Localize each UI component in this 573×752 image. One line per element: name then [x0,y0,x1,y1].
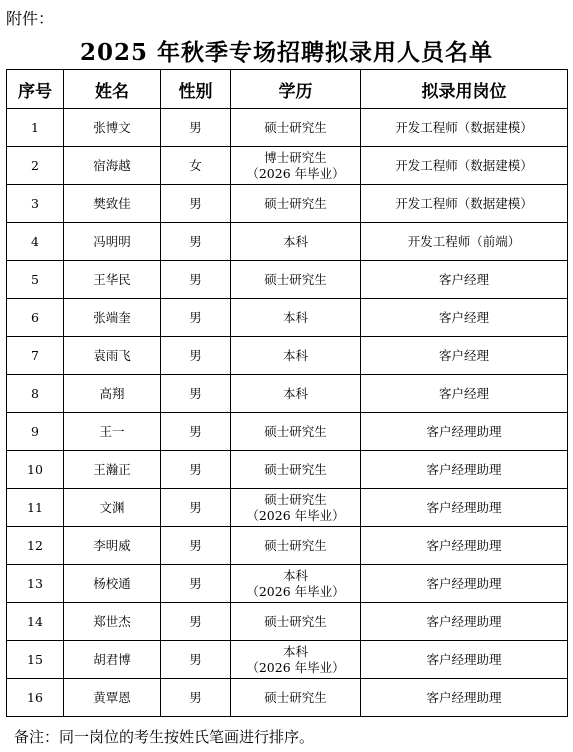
cell-gender: 男 [161,223,231,261]
cell-education [231,375,361,413]
education-degree: 本科 [282,385,308,401]
cell-no: 12 [7,527,64,565]
cell-position: 客户经理助理 [361,451,568,489]
table-row [7,489,568,527]
cell-no: 10 [7,451,64,489]
page-title: 2025 年秋季专场招聘拟录用人员名单 [79,39,494,66]
education-degree: 本科 [282,233,308,249]
cell-education [231,679,361,717]
cell-education [231,565,361,603]
cell-no: 9 [7,413,64,451]
graduation-note: （2026 年毕业） [246,165,345,181]
cell-gender: 男 [161,337,231,375]
cell-position: 客户经理 [361,299,568,337]
cell-gender: 男 [161,565,231,603]
cell-no: 8 [7,375,64,413]
table-row [7,109,568,147]
education-degree: 硕士研究生 [264,119,327,135]
cell-education [231,413,361,451]
table-row [7,603,568,641]
cell-position: 客户经理助理 [361,641,568,679]
cell-name: 文渊 [64,489,161,527]
cell-no: 3 [7,185,64,223]
column-header-name: 姓名 [64,70,161,109]
education-degree: 博士研究生 [264,149,327,165]
table-row [7,679,568,717]
education-degree: 本科 [282,567,308,583]
cell-education [231,337,361,375]
cell-education [231,603,361,641]
education-degree: 硕士研究生 [264,423,327,439]
cell-education [231,223,361,261]
cell-gender: 男 [161,375,231,413]
cell-position: 客户经理助理 [361,565,568,603]
column-header-position: 拟录用岗位 [361,70,568,109]
cell-no: 16 [7,679,64,717]
table-row [7,375,568,413]
cell-position: 开发工程师（前端） [361,223,568,261]
cell-name: 黄覃恩 [64,679,161,717]
table-row [7,261,568,299]
cell-name: 张博文 [64,109,161,147]
table-row [7,527,568,565]
education-degree: 硕士研究生 [264,461,327,477]
hire-list-table [6,69,568,717]
cell-position: 客户经理 [361,261,568,299]
cell-no: 15 [7,641,64,679]
column-header-no: 序号 [7,70,64,109]
cell-name: 高翔 [64,375,161,413]
cell-no: 4 [7,223,64,261]
cell-position: 客户经理 [361,375,568,413]
cell-no: 1 [7,109,64,147]
cell-name: 冯明明 [64,223,161,261]
cell-position: 客户经理助理 [361,489,568,527]
cell-name: 宿海越 [64,147,161,185]
table-row [7,641,568,679]
cell-no: 11 [7,489,64,527]
cell-gender: 男 [161,413,231,451]
cell-gender: 男 [161,261,231,299]
cell-no: 6 [7,299,64,337]
table-row [7,185,568,223]
table-row [7,413,568,451]
cell-education [231,185,361,223]
cell-gender: 男 [161,527,231,565]
cell-no: 5 [7,261,64,299]
cell-position: 开发工程师（数据建模） [361,185,568,223]
cell-name: 王瀚正 [64,451,161,489]
cell-gender: 男 [161,489,231,527]
education-degree: 本科 [282,347,308,363]
education-degree: 硕士研究生 [264,537,327,553]
cell-education [231,451,361,489]
cell-name: 杨校通 [64,565,161,603]
education-degree: 硕士研究生 [264,195,327,211]
graduation-note: （2026 年毕业） [246,583,345,599]
cell-position: 客户经理助理 [361,603,568,641]
cell-education [231,109,361,147]
cell-position: 客户经理助理 [361,679,568,717]
cell-name: 张端奎 [64,299,161,337]
cell-name: 王华民 [64,261,161,299]
education-degree: 硕士研究生 [264,271,327,287]
cell-education [231,527,361,565]
education-degree: 硕士研究生 [264,613,327,629]
cell-name: 李明威 [64,527,161,565]
cell-name: 郑世杰 [64,603,161,641]
table-body [7,109,568,717]
cell-education [231,261,361,299]
cell-position: 开发工程师（数据建模） [361,147,568,185]
graduation-note: （2026 年毕业） [246,659,345,675]
attachment-label: 附件： [6,9,55,28]
footnote: 备注：同一岗位的考生按姓氏笔画进行排序。 [14,728,315,746]
column-header-gender: 性别 [161,70,231,109]
cell-name: 袁雨飞 [64,337,161,375]
cell-name: 樊致佳 [64,185,161,223]
cell-gender: 男 [161,451,231,489]
cell-gender: 女 [161,147,231,185]
cell-position: 客户经理助理 [361,413,568,451]
education-degree: 硕士研究生 [264,689,327,705]
cell-name: 王一 [64,413,161,451]
table-row [7,565,568,603]
graduation-note: （2026 年毕业） [246,507,345,523]
table-row [7,223,568,261]
cell-no: 7 [7,337,64,375]
cell-position: 客户经理 [361,337,568,375]
cell-no: 13 [7,565,64,603]
cell-gender: 男 [161,641,231,679]
cell-no: 14 [7,603,64,641]
cell-gender: 男 [161,603,231,641]
cell-gender: 男 [161,109,231,147]
table-row [7,147,568,185]
cell-position: 开发工程师（数据建模） [361,109,568,147]
table-row [7,451,568,489]
education-degree: 本科 [282,643,308,659]
cell-education [231,147,361,185]
education-degree: 硕士研究生 [264,491,327,507]
cell-no: 2 [7,147,64,185]
cell-gender: 男 [161,185,231,223]
cell-gender: 男 [161,679,231,717]
cell-education [231,641,361,679]
cell-name: 胡君博 [64,641,161,679]
education-degree: 本科 [282,309,308,325]
table-row [7,337,568,375]
table-row [7,299,568,337]
cell-position: 客户经理助理 [361,527,568,565]
cell-gender: 男 [161,299,231,337]
table-header-row [7,70,568,109]
column-header-education: 学历 [231,70,361,109]
cell-education [231,489,361,527]
cell-education [231,299,361,337]
